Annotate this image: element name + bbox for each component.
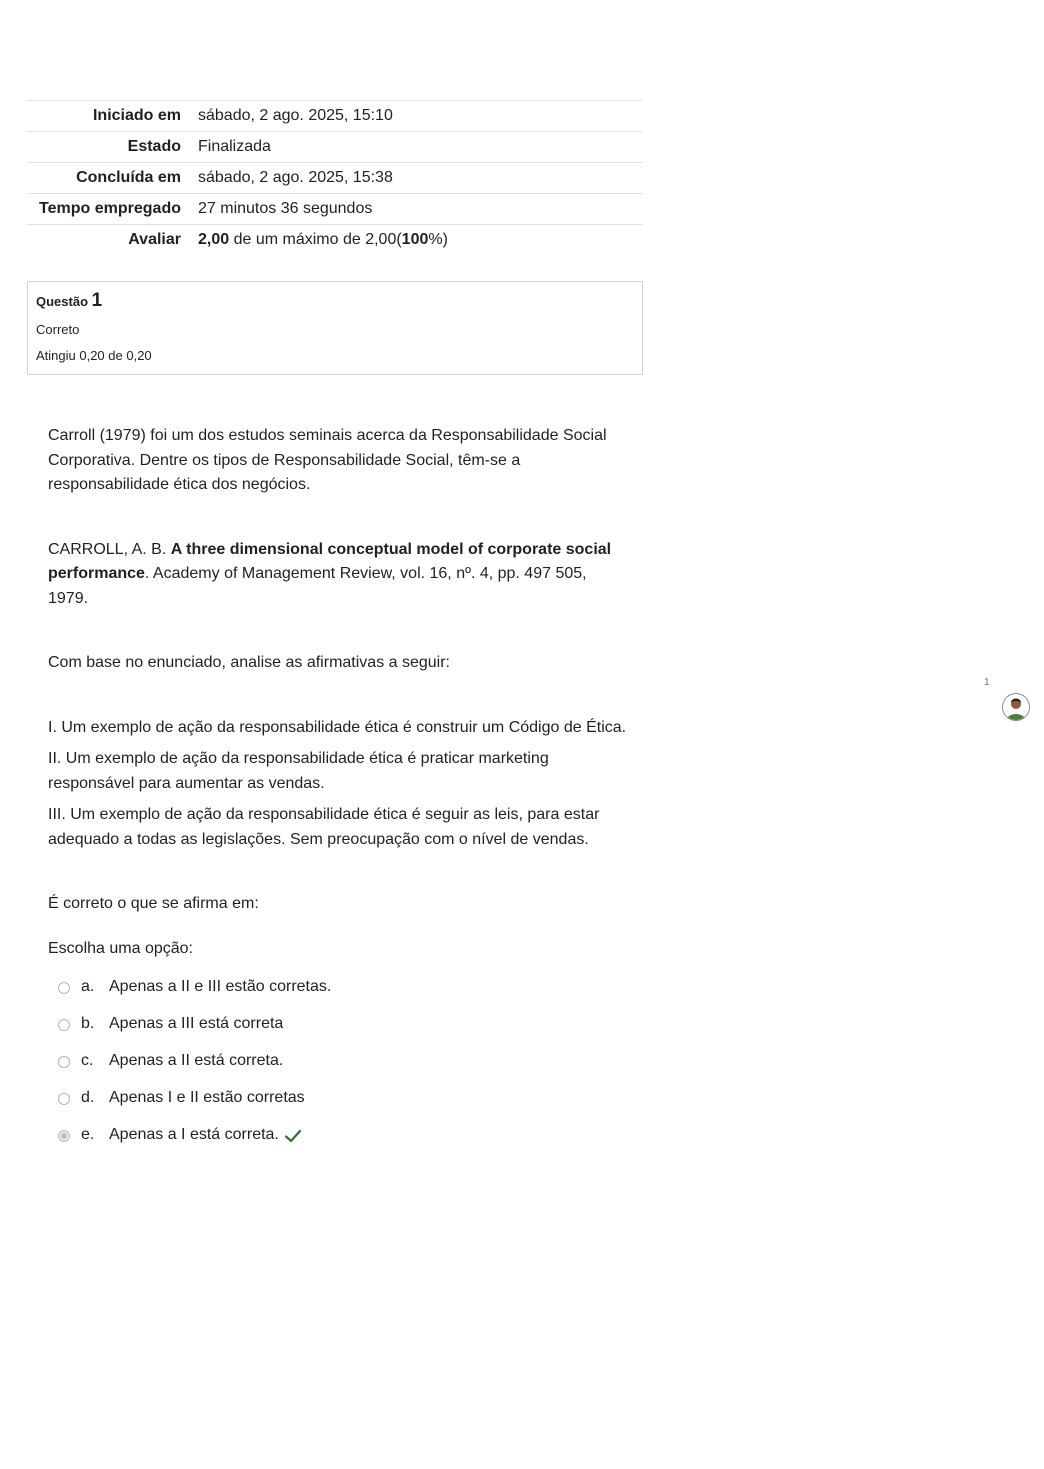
option-letter: d. xyxy=(81,1089,95,1107)
statement: III. Um exemplo de ação da responsabilidade ética é seguir as leis, para estar adequado a todas as legislações. Sem preocupação com o nível de vendas. xyxy=(48,806,600,848)
summary-label: Iniciado em xyxy=(27,101,198,132)
option-letter: b. xyxy=(81,1015,95,1033)
grade-end: %) xyxy=(428,231,448,248)
option-text: Apenas a II e III estão corretas. xyxy=(109,978,332,996)
summary-label: Avaliar xyxy=(27,225,198,256)
option-text: Apenas a I está correta. xyxy=(109,1126,279,1144)
summary-value: 27 minutos 36 segundos xyxy=(198,194,643,225)
question-text xyxy=(48,424,628,1154)
summary-row xyxy=(27,101,643,132)
answer-option-b[interactable] xyxy=(48,1006,628,1043)
answer-options xyxy=(48,969,628,1154)
reference-author: CARROLL, A. B. xyxy=(48,540,171,558)
option-text: Apenas a II está correta. xyxy=(109,1052,284,1070)
radio-d[interactable] xyxy=(58,1093,70,1105)
radio-e-selected[interactable] xyxy=(58,1130,70,1142)
question-info-box xyxy=(27,281,643,375)
question-prefix: Questão xyxy=(36,294,89,309)
reference-title: A three dimensional conceptual model of corporate social performance xyxy=(48,540,612,582)
question-number xyxy=(36,290,634,312)
answer-option-e[interactable] xyxy=(48,1117,628,1154)
answer-option-d[interactable] xyxy=(48,1080,628,1117)
option-letter: a. xyxy=(81,978,95,996)
summary-value: sábado, 2 ago. 2025, 15:10 xyxy=(198,101,643,132)
summary-row xyxy=(27,194,643,225)
summary-label: Concluída em xyxy=(27,163,198,194)
question-mark: Atingiu 0,20 de 0,20 xyxy=(36,348,152,363)
question-basis: Com base no enunciado, analise as afirmativas a seguir: xyxy=(48,654,450,671)
summary-row xyxy=(27,132,643,163)
user-avatar[interactable] xyxy=(1002,693,1030,721)
answer-option-a[interactable] xyxy=(48,969,628,1006)
grade-mid: de um máximo de 2,00( xyxy=(229,231,402,248)
question-status: Correto xyxy=(36,322,80,337)
option-text: Apenas a III está correta xyxy=(109,1015,284,1033)
options-prompt: Escolha uma opção: xyxy=(48,939,193,957)
summary-label: Estado xyxy=(27,132,198,163)
question-ask: É correto o que se afirma em: xyxy=(48,895,259,912)
summary-value: sábado, 2 ago. 2025, 15:38 xyxy=(198,163,643,194)
reference xyxy=(48,538,628,612)
question-number-value: 1 xyxy=(91,290,103,311)
summary-row-grade xyxy=(27,225,643,256)
reference-rest: . Academy of Management Review, vol. 16, nº. 4, pp. 497 505, 1979. xyxy=(48,565,587,607)
attempt-summary xyxy=(27,100,643,255)
grade-score: 2,00 xyxy=(198,231,230,248)
option-text: Apenas I e II estão corretas xyxy=(109,1089,305,1107)
radio-a[interactable] xyxy=(58,982,70,994)
statement: I. Um exemplo de ação da responsabilidade ética é construir um Código de Ética. xyxy=(48,718,627,736)
option-letter: c. xyxy=(81,1052,94,1070)
avatar-icon xyxy=(1003,694,1029,720)
summary-row xyxy=(27,163,643,194)
radio-b[interactable] xyxy=(58,1019,70,1031)
radio-c[interactable] xyxy=(58,1056,70,1068)
summary-label: Tempo empregado xyxy=(27,194,198,225)
option-letter: e. xyxy=(81,1126,95,1144)
check-icon xyxy=(284,1127,302,1145)
answer-option-c[interactable] xyxy=(48,1043,628,1080)
question-intro: Carroll (1979) foi um dos estudos seminais acerca da Responsabilidade Social Corporativa. Dentre os tipos de Responsabilidade Social, têm-se a responsabilidade ética dos negócios. xyxy=(48,427,607,493)
page-number: 1 xyxy=(984,677,990,688)
statement: II. Um exemplo de ação da responsabilidade ética é praticar marketing responsável para aumentar as vendas. xyxy=(48,750,549,792)
grade-percent: 100 xyxy=(401,231,429,248)
grade-value xyxy=(198,225,643,256)
summary-value: Finalizada xyxy=(198,132,643,163)
